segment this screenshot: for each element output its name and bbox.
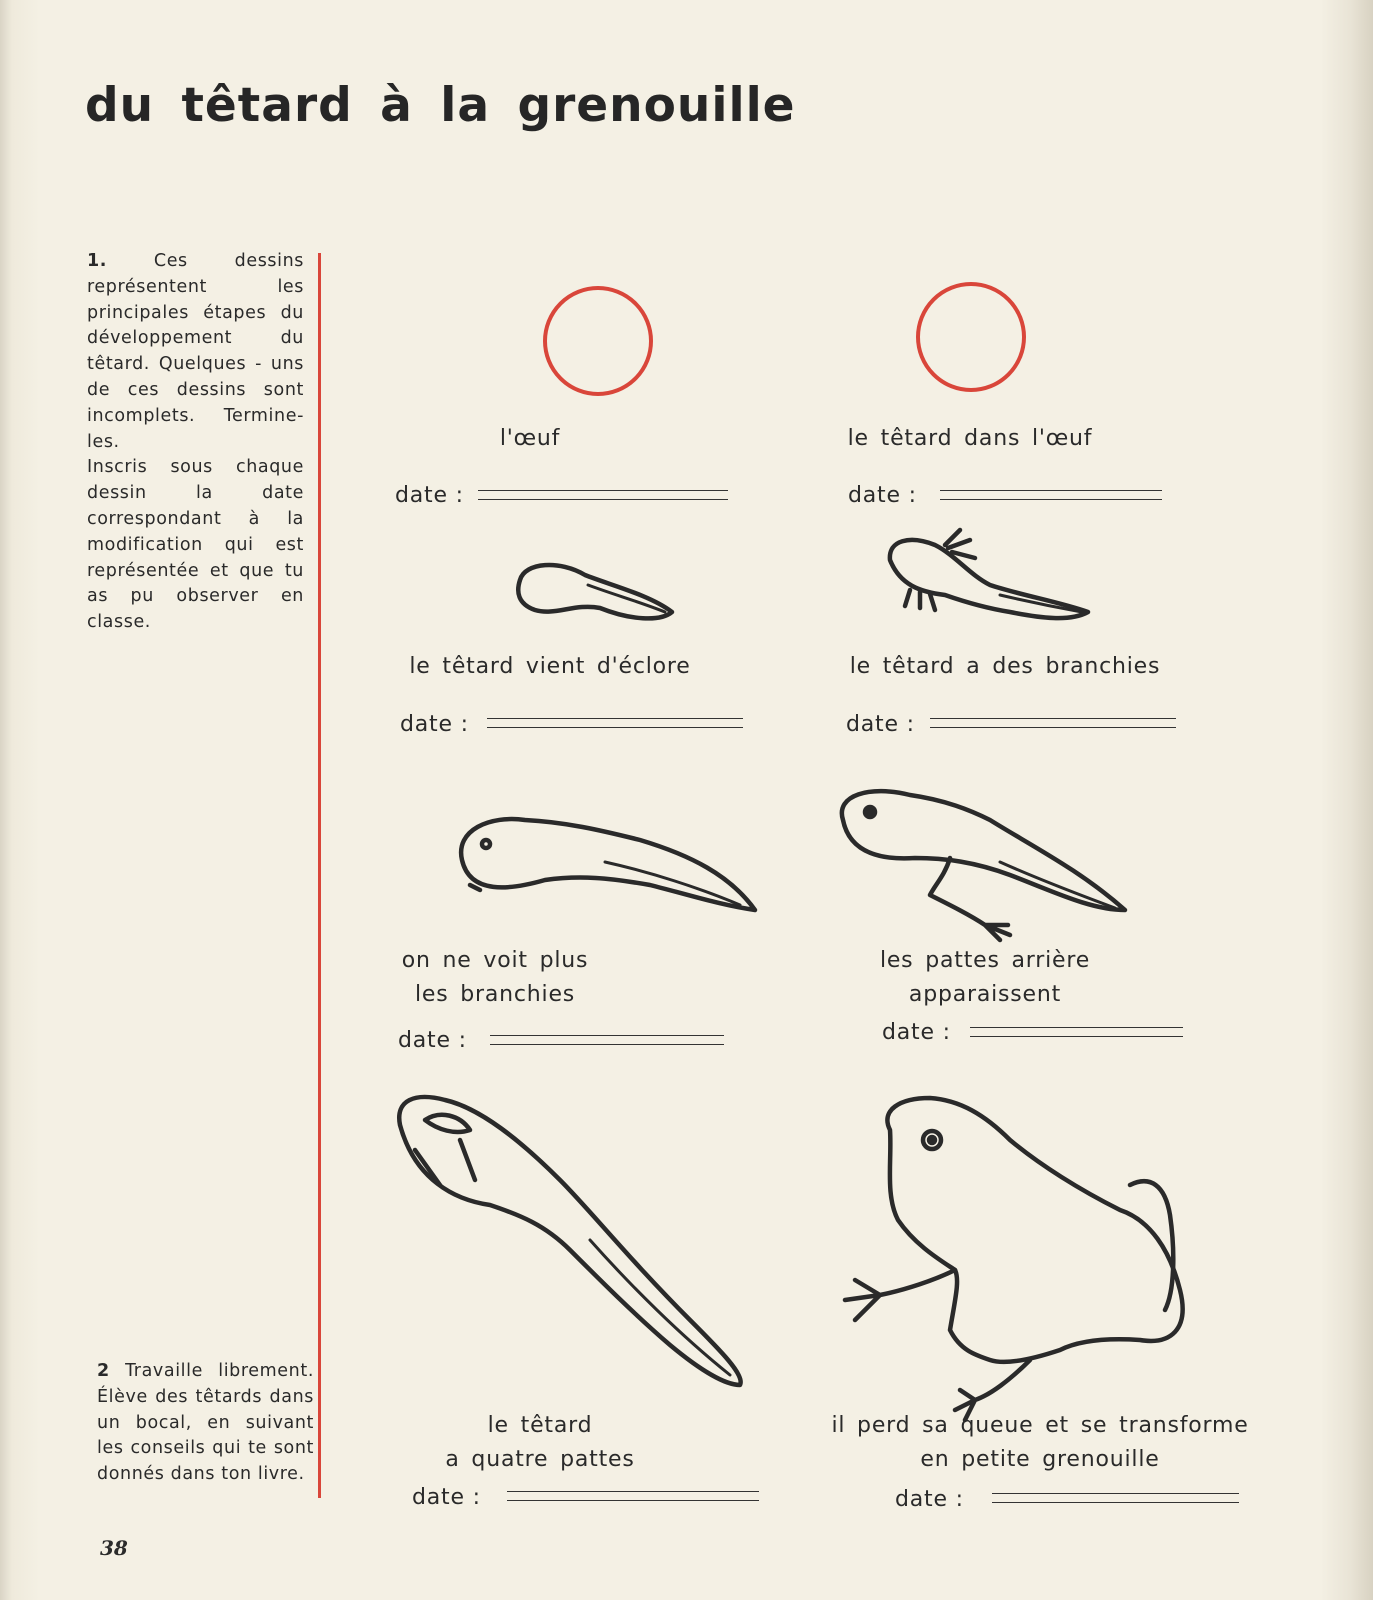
instruction-2-text: Travaille librement. Élève des têtards dans un bocal, en suivant les conseils qui te sont donnés dans ton livre. xyxy=(97,1361,314,1485)
egg-circle xyxy=(545,288,651,394)
instruction-1-number: 1. xyxy=(87,251,108,271)
stage-6-caption: les pattes arrière apparaissent xyxy=(879,948,1091,1007)
egg-with-tadpole-circle xyxy=(918,284,1024,390)
instruction-1-text-b: Inscris sous chaque dessin la date correspondant à la modification qui est représentée et que tu as pu observer en classe. xyxy=(87,457,304,633)
stage-7-date-line[interactable] xyxy=(507,1491,759,1501)
stage-3-date-line[interactable] xyxy=(487,718,743,728)
stage-4-date-label: date : xyxy=(846,712,915,737)
page-title: du têtard à la grenouille xyxy=(85,78,796,133)
stage-8-date-line[interactable] xyxy=(992,1493,1239,1503)
stage-7-caption: le têtard a quatre pattes xyxy=(445,1413,635,1472)
tadpole-hind-legs-drawing xyxy=(842,791,1125,940)
stage-2-caption: le têtard dans l'œuf xyxy=(847,426,1093,451)
stage-4-date-line[interactable] xyxy=(930,718,1176,728)
stage-5-date-line[interactable] xyxy=(490,1035,724,1045)
instruction-1-text-a: Ces dessins représentent les principales étapes du développement du têtard. Quelques - uns de ces dessins sont incomplets. Termine-les. xyxy=(87,251,304,452)
stage-2-date-label: date : xyxy=(848,483,917,508)
stage-3-caption: le têtard vient d'éclore xyxy=(409,654,691,679)
stage-6-date-line[interactable] xyxy=(970,1027,1183,1037)
tadpole-four-legs-drawing xyxy=(399,1097,740,1385)
instruction-2-number: 2 xyxy=(97,1361,110,1381)
hatchling-tadpole-drawing xyxy=(518,565,672,618)
stage-1-date-line[interactable] xyxy=(478,490,728,500)
stage-2-date-line[interactable] xyxy=(940,490,1162,500)
stage-6-date-label: date : xyxy=(882,1020,951,1045)
stage-8-date-label: date : xyxy=(895,1487,964,1512)
tadpole-no-gills-drawing xyxy=(461,819,755,910)
page-number: 38 xyxy=(100,1536,128,1560)
gilled-tadpole-drawing xyxy=(890,530,1088,618)
stage-8-caption: il perd sa queue et se transforme en petite grenouille xyxy=(831,1413,1249,1472)
stage-4-caption: le têtard a des branchies xyxy=(849,654,1161,679)
stage-5-date-label: date : xyxy=(398,1028,467,1053)
small-frog-drawing xyxy=(845,1098,1183,1420)
stage-3-date-label: date : xyxy=(400,712,469,737)
stage-1-date-label: date : xyxy=(395,483,464,508)
stage-5-caption: on ne voit plus les branchies xyxy=(401,948,589,1007)
stage-7-date-label: date : xyxy=(412,1485,481,1510)
stage-1-caption: l'œuf xyxy=(499,426,561,451)
